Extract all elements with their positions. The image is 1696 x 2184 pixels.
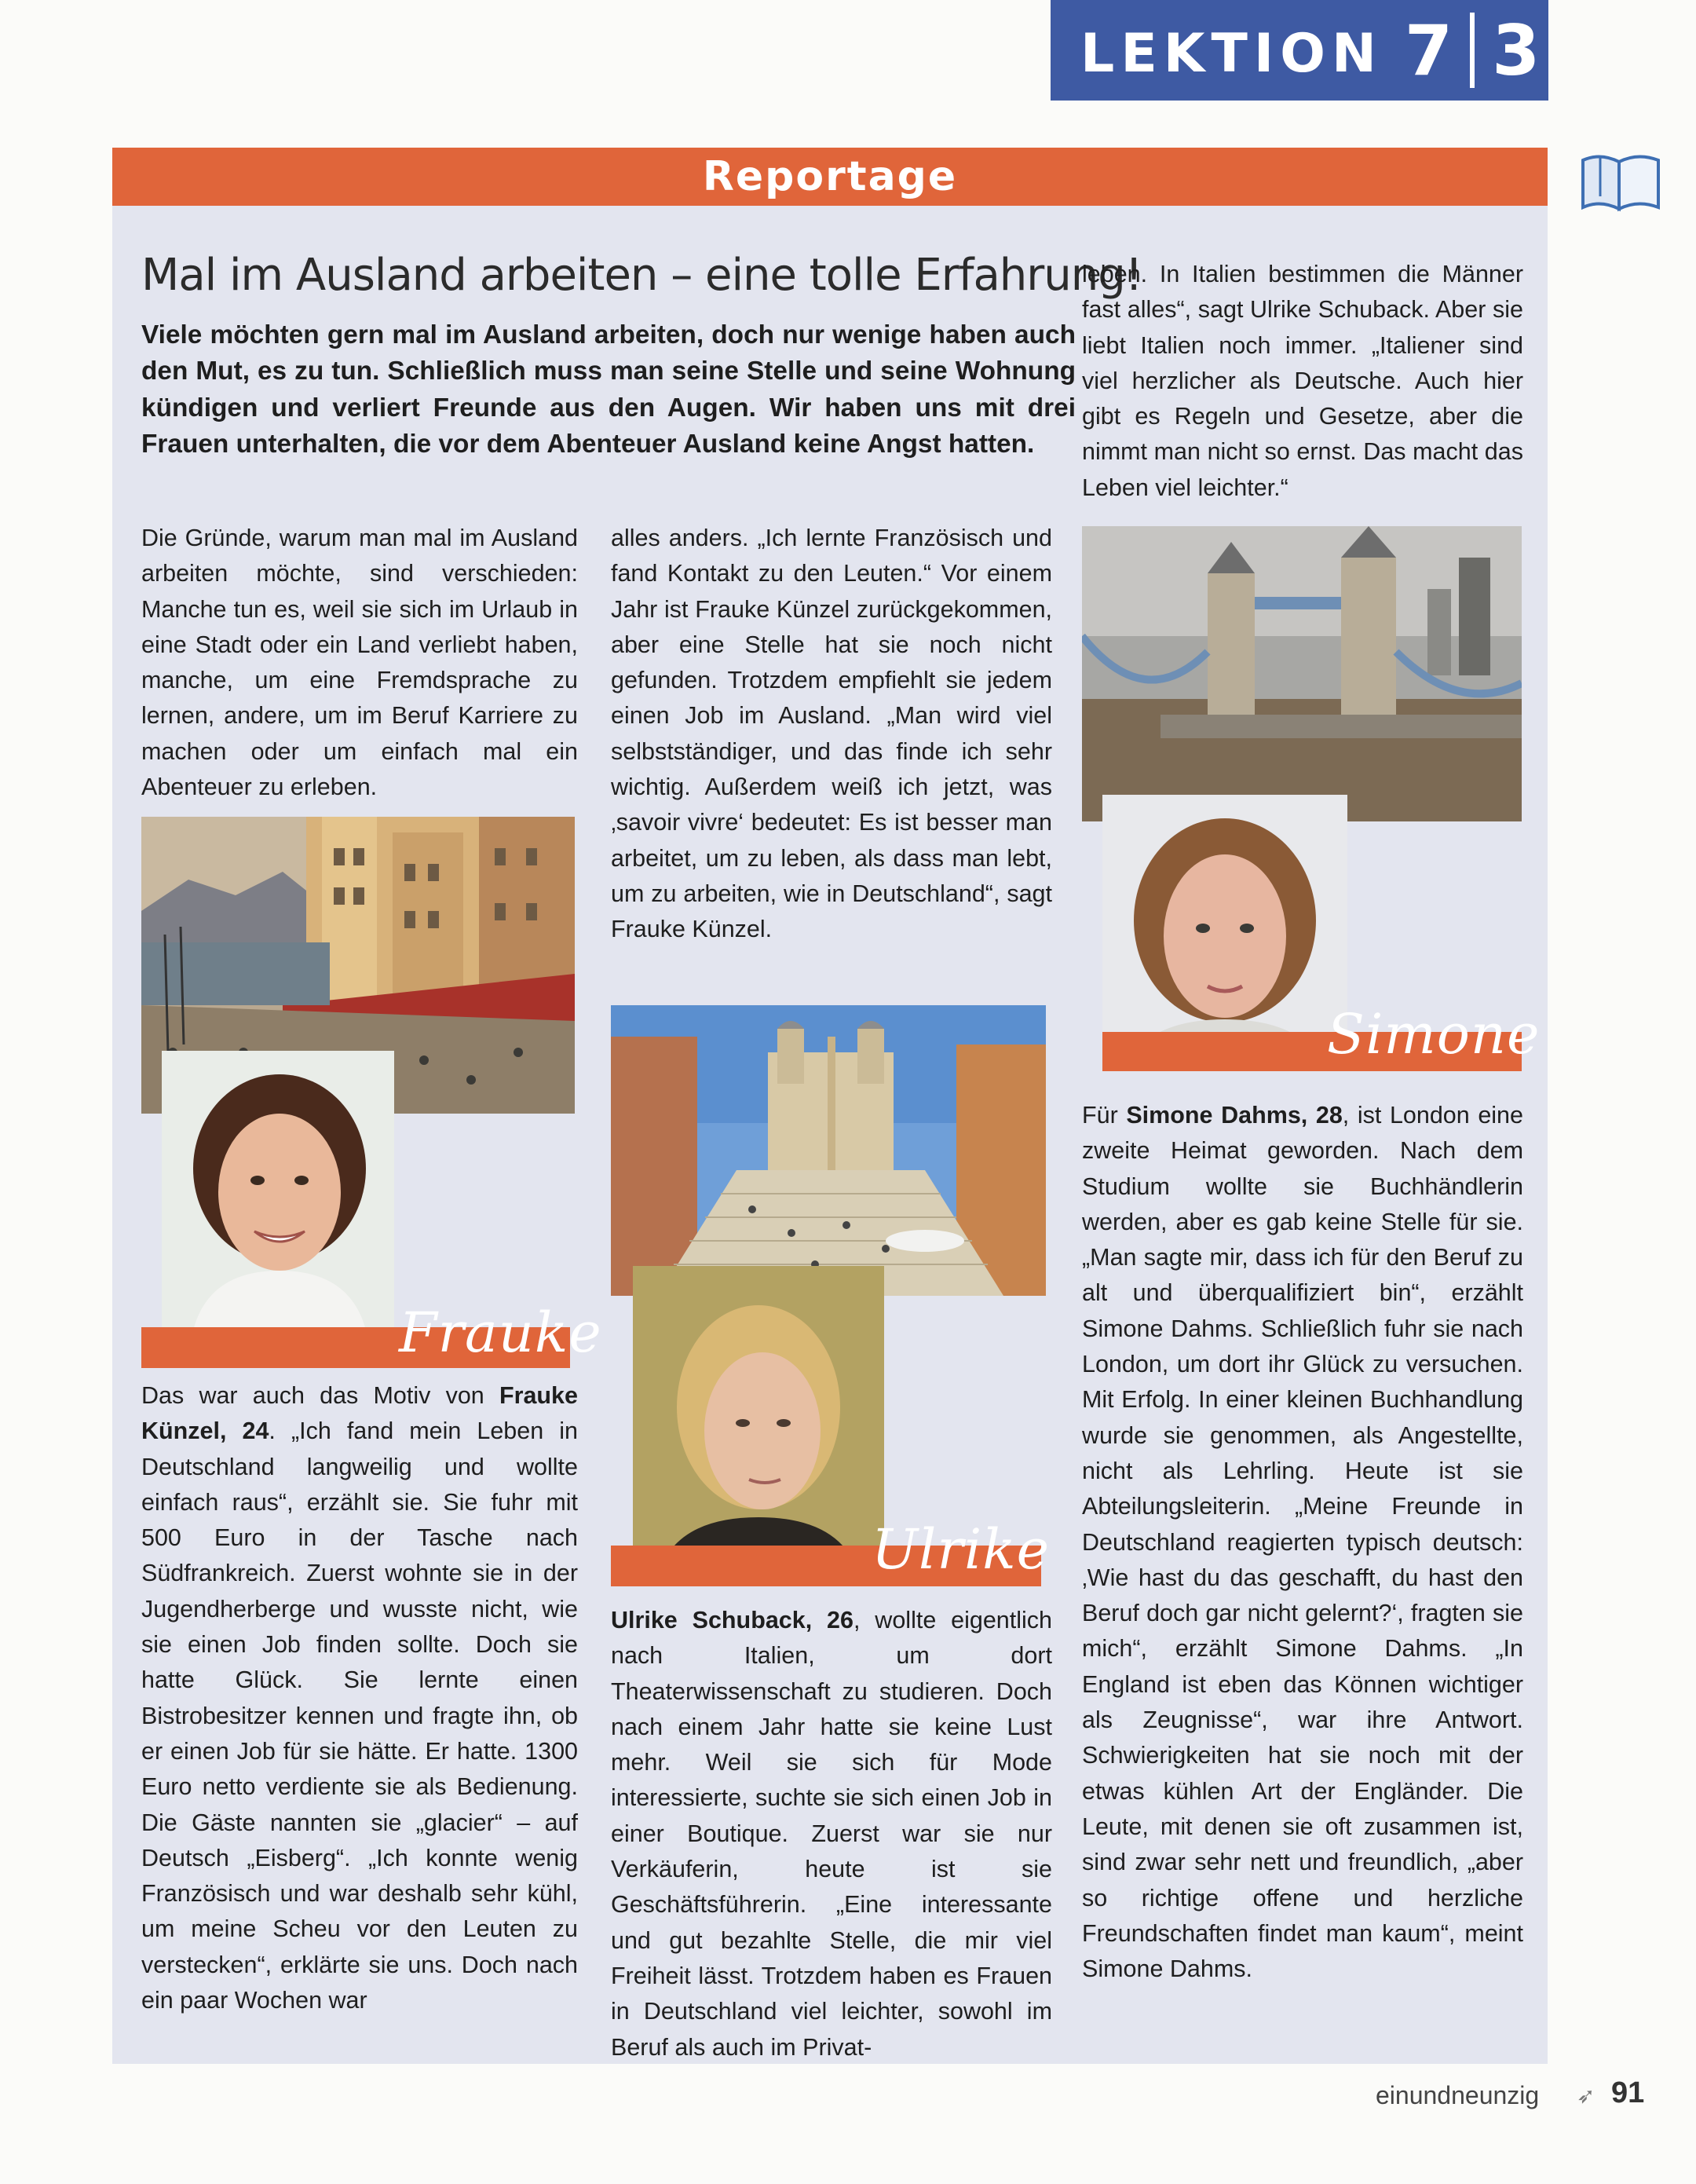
ulrike-label: Ulrike xyxy=(872,1517,1051,1582)
lektion-divider xyxy=(1470,13,1475,88)
lektion-badge xyxy=(1051,0,1548,101)
page-number-word: einundneunzig xyxy=(1376,2081,1540,2109)
ulrike-name: Ulrike Schuback, 26 xyxy=(611,1607,853,1633)
simone-name: Simone Dahms, 28 xyxy=(1126,1102,1343,1129)
ulrike-portrait xyxy=(633,1266,884,1580)
frauke-label: Frauke xyxy=(399,1301,602,1365)
arrow-icon: ➶ xyxy=(1577,2083,1595,2108)
frauke-paragraph: Das war auch das Motiv von Frauke Künzel, 24. „Ich fand mein Leben in Deutschland langweilig und wollte einfach raus“, erzählt sie. Sie fuhr mit 500 Euro in der Tasche nach Südfrankreich. Zuerst wohnte sie in der Jugendherberge und wusste nicht, wie sie einen Job finden sollte. Doch sie hatte Glück. Sie lernte einen Bistrobesitzer kennen und fragte ihn, ob er einen Job für sie hätte. Er hatte. 1300 Euro netto verdiente sie als Bedienung. Die Gäste nannten sie „glacier“ – auf Deutsch „Eisberg“. „Ich konnte wenig Französisch und war deshalb sehr kühl, um meine Scheu vor den Leuten zu verstecken“, erklärte sie uns. Doch nach ein paar Wochen war xyxy=(141,1382,578,2014)
page-number: 91 xyxy=(1611,2076,1645,2109)
intro-paragraph: Die Gründe, warum man mal im Ausland arbeiten möchte, sind verschieden: Manche tun es, weil sie sich im Urlaub in eine Stadt oder ein Land verliebt haben, manche, um eine Fremdsprache zu lernen, andere, um im Beruf Karriere zu machen oder um einfach mal ein Abenteuer zu erleben. xyxy=(141,525,578,801)
lektion-number: 7 xyxy=(1404,9,1453,91)
ulrike-continuation: leben. In Italien bestimmen die Männer fast alles“, sagt Ulrike Schuback. Aber sie liebt Italien noch immer. „Italiener sind viel herzlicher als Deutsche. Auch hier gibt es Regeln und Gesetze, aber die nimmt man nicht so ernst. Das macht das Leben viel leichter.“ xyxy=(1082,261,1523,501)
tower-bridge-photo xyxy=(1082,526,1522,821)
frauke-portrait xyxy=(162,1051,394,1330)
ulrike-paragraph: Ulrike Schuback, 26, wollte eigentlich nach Italien, um dort Theaterwissenschaft zu studieren. Doch nach einem Jahr hatte sie keine Lust mehr. Weil sie sich für Mode interessierte, suchte sie sich einen Job in einer Boutique. Zuerst war sie nur Verkäuferin, heute ist sie Geschäftsführerin. „Eine interessante und gut bezahlte Stelle, die mir viel Freiheit lässt. Trotzdem haben es Frauen in Deutschland viel leichter, sowohl im Beruf als auch im Privat- xyxy=(611,1607,1052,2061)
book-icon xyxy=(1577,149,1665,214)
lektion-subnumber: 3 xyxy=(1492,9,1541,91)
article-headline: Mal im Ausland arbeiten – eine tolle Erfahrung! xyxy=(141,250,1142,301)
frauke-name: Frauke Künzel, 24 xyxy=(141,1382,578,1445)
simone-paragraph: Für Simone Dahms, 28, ist London eine zweite Heimat geworden. Nach dem Studium wollte sie Buchhändlerin werden, aber es gab keine Stelle für sie. „Man sagte mir, dass ich für den Beruf zu alt und überqualifiziert bin“, erzählt Simone Dahms. Schließlich fuhr sie nach London, um dort ihr Glück zu versuchen. Mit Erfolg. In einer kleinen Buchhandlung wurde sie genommen, als Angestellte, nicht als Lehrling. Heute ist sie Abteilungsleiterin. „Meine Freunde in Deutschland reagierten typisch deutsch: ‚Wie hast du das geschafft, du hast den Beruf doch gar nicht gelernt?‘, fragten sie mich“, erzählt Simone Dahms. „In England ist eben das Können wichtiger als Zeugnisse“, war ihre Antwort. Schwierigkeiten hat sie noch mit der etwas kühlen Art der Engländer. Die Leute, mit denen sie oft zusammen ist, sind zwar sehr nett und freundlich, „aber so richtige offene und herzliche Freundschaften findet man kaum“, meint Simone Dahms. xyxy=(1082,1102,1523,1983)
simone-portrait xyxy=(1102,795,1347,1065)
article-lead: Viele möchten gern mal im Ausland arbeiten, doch nur wenige haben auch den Mut, es zu tun. Schließlich muss man seine Stelle und seine Wohnung kündigen und verliert Freunde aus den Augen. Wir haben uns mit drei Frauen unterhalten, die vor dem Abenteuer Ausland keine Angst hatten. xyxy=(141,320,1076,459)
simone-label: Simone xyxy=(1327,1002,1541,1066)
lektion-label: LEKTION xyxy=(1080,22,1383,85)
section-banner: Reportage xyxy=(112,148,1548,206)
frauke-continuation: alles anders. „Ich lernte Französisch und fand Kontakt zu den Leuten.“ Vor einem Jahr ist Frauke Künzel zurückgekommen, aber eine Stelle hat sie noch nicht gefunden. Trotzdem empfiehlt sie jedem einen Job im Ausland. „Man wird viel selbstständiger, und das finde ich sehr wichtig. Außerdem weiß ich jetzt, was ‚savoir vivre‘ bedeutet: Es ist besser man arbeitet, um zu leben, als dass man lebt, um zu arbeiten, wie in Deutschland“, sagt Frauke Künzel. xyxy=(611,525,1052,943)
rome-steps-photo xyxy=(611,1005,1046,1296)
